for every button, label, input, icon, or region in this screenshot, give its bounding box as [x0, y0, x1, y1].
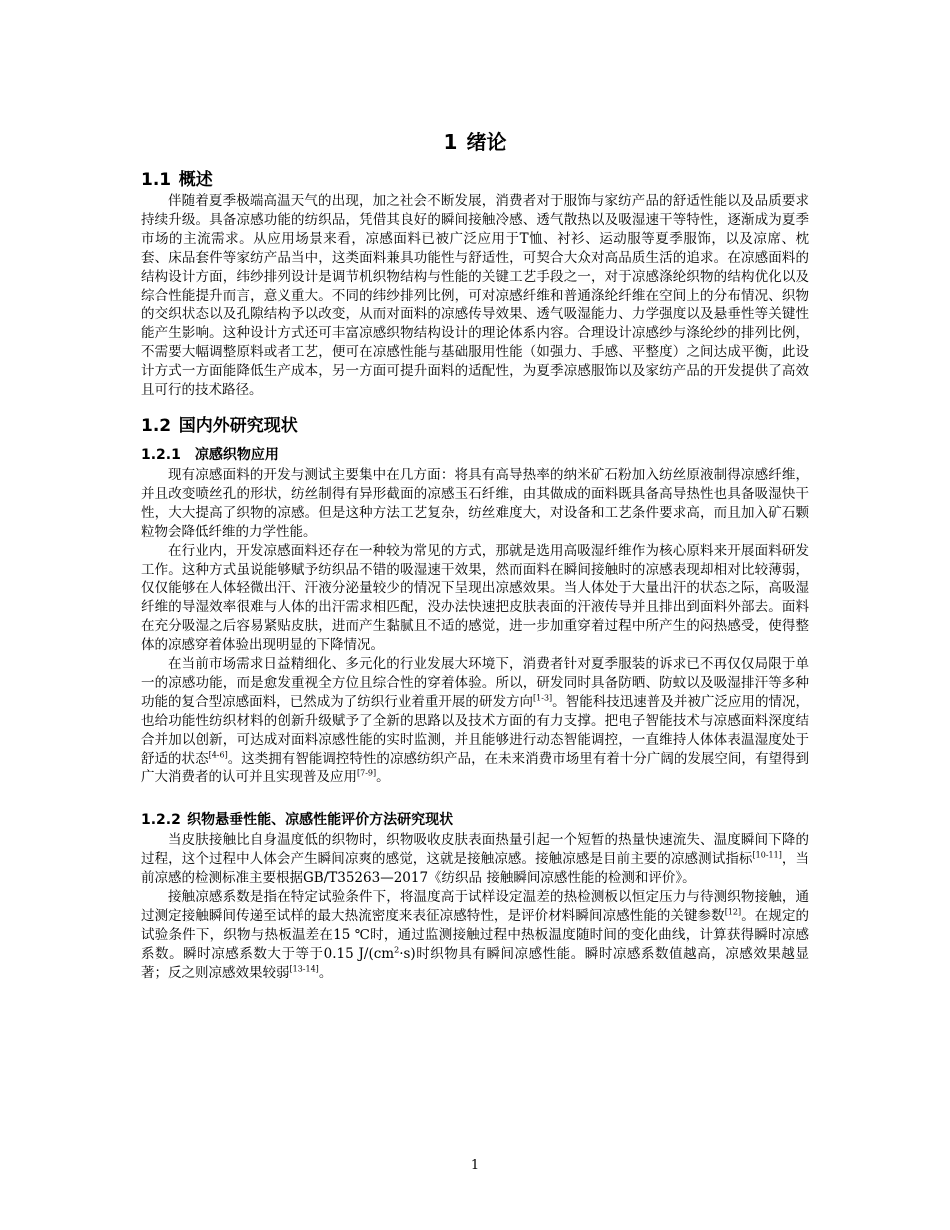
citation: [4-6]	[208, 750, 228, 760]
paragraph-cooling-coefficient: 接触凉感系数是指在特定试验条件下，将温度高于试样设定温差的热检测板以恒定压力与待测织物接触，通过测定接触瞬间传递至试样的最大热流密度来表征凉感特性，是评价材料瞬间凉感性能的关键参数[12]。在规定的试验条件下，织物与热板温差在15 ℃时，通过监测接触过程中热板温度随时间的变化曲线，计算获得瞬时凉感系数。瞬时凉感系数大于等于0.15 $J/(cm^2\cdot s)$时织物具有瞬间凉感性能。瞬时凉感系数值越高，凉感效果越显著；反之则凉感效果较弱[13-14]。	[141, 889, 810, 981]
paragraph-market-trend: 在当前市场需求日益精细化、多元化的行业发展大环境下，消费者针对夏季服装的诉求已不再仅仅局限于单一的凉感功能，而是愈发重视全方位且综合性的穿着体验。所以，研发同时具备防晒、防蚊以及吸湿排汗等多种功能的复合型凉感面料，已然成为了纺织行业着重开展的研发方向[1-3]。智能科技迅速普及并被广泛应用的情况，也给功能性纺织材料的创新升级赋予了全新的思路以及技术方面的有力支撑。把电子智能技术与凉感面料深度结合并加以创新，可达成对面料凉感性能的实时监测，并且能够进行动态智能调控，一直维持人体体表温湿度处于舒适的状态[4-6]。这类拥有智能调控特性的凉感纺织产品，在未来消费市场里有着十分广阔的发展空间，有望得到广大消费者的认可并且实现普及应用[7-9]。	[141, 656, 810, 786]
paragraph-hygroscopic-fiber: 在行业内，开发凉感面料还存在一种较为常见的方式，那就是选用高吸湿纤维作为核心原料来开展面料研发工作。这种方式虽说能够赋予纺织品不错的吸湿速干效果，然而面料在瞬间接触时的凉感表现却相对比较薄弱，仅仅能够在人体轻微出汗、汗液分泌量较少的情况下呈现出凉感效果。当人体处于大量出汗的状态之际，高吸湿纤维的导湿效率很难与人体的出汗需求相匹配，没办法快速把皮肤表面的汗液传导并且排出到面料外部去。面料在充分吸湿之后容易紧贴皮肤，进而产生黏腻且不适的感觉，进一步加重穿着过程中所产生的闷热感受，使得整体的凉感穿着体验出现明显的下降情况。	[141, 542, 809, 654]
paragraph-fabric-development: 现有凉感面料的开发与测试主要集中在几方面：将具有高导热率的纳米矿石粉加入纺丝原液制得凉感纤维，并且改变喷丝孔的形状，纺丝制得有异形截面的凉感玉石纤维，由其做成的面料既具备高导热性也具备吸湿快干性，大大提高了织物的凉感。但是这种方法工艺复杂，纺丝难度大，对设备和工艺条件要求高，而且加入矿石颗粒物会降低纤维的力学性能。	[141, 466, 809, 540]
document-page	[141, 128, 809, 983]
paragraph-contact-cooling: 当皮肤接触比自身温度低的织物时，织物吸收皮肤表面热量引起一个短暂的热量快速流失、温度瞬间下降的过程，这个过程中人体会产生瞬间凉爽的感觉，这就是接触凉感。接触凉感是目前主要的凉感测试指标[10-11]，当前凉感的检测标准主要根据GB/T35263—2017《纺织品 接触瞬间凉感性能的检测和评价》。	[141, 832, 810, 887]
paragraph-overview: 伴随着夏季极端高温天气的出现，加之社会不断发展，消费者对于服饰与家纺产品的舒适性能以及品质要求持续升级。具备凉感功能的纺织品，凭借其良好的瞬间接触冷感、透气散热以及吸湿速干等特性，逐渐成为夏季市场的主流需求。从应用场景来看，凉感面料已被广泛应用于T恤、衬衫、运动服等夏季服饰，以及凉席、枕套、床品套件等家纺产品当中，这类面料兼具功能性与舒适性，可契合大众对高品质生活的追求。在凉感面料的结构设计方面，纬纱排列设计是调节机织物结构与性能的关键工艺手段之一，对于凉感涤纶织物的结构优化以及综合性能提升而言，意义重大。不同的纬纱排列比例，可对凉感纤维和普通涤纶纤维在空间上的分布情况、织物的交织状态以及孔隙结构予以改变，从而对面料的凉感传导效果、透气吸湿能力、力学强度以及悬垂性等关键性能产生影响。这种设计方式还可丰富凉感织物结构设计的理论体系内容。合理设计凉感纱与涤纶纱的排列比例，不需要大幅调整原料或者工艺，便可在凉感性能与基础服用性能（如强力、手感、平整度）之间达成平衡，此设计方式一方面能降低生产成本，另一方面可提升面料的适配性，为夏季凉感服饰以及家纺产品的开发提供了高效且可行的技术路径。	[141, 193, 809, 399]
citation: [10-11]	[752, 850, 782, 860]
superscript-exponent: 2	[394, 945, 400, 955]
citation: [12]	[724, 907, 742, 917]
section-heading-1-2: 1.2 国内外研究现状	[141, 415, 298, 436]
citation: [7-9]	[357, 768, 377, 778]
citation: [13-14]	[289, 964, 319, 974]
page-number: 1	[470, 1158, 480, 1173]
citation: [1-3]	[533, 693, 553, 703]
chapter-title: 1 绪论	[443, 130, 507, 154]
section-heading-1-2-1: 1.2.1 凉感织物应用	[141, 446, 279, 463]
section-heading-1-2-2: 1.2.2 织物悬垂性能、凉感性能评价方法研究现状	[141, 812, 454, 829]
section-heading-1-1: 1.1 概述	[141, 170, 213, 190]
